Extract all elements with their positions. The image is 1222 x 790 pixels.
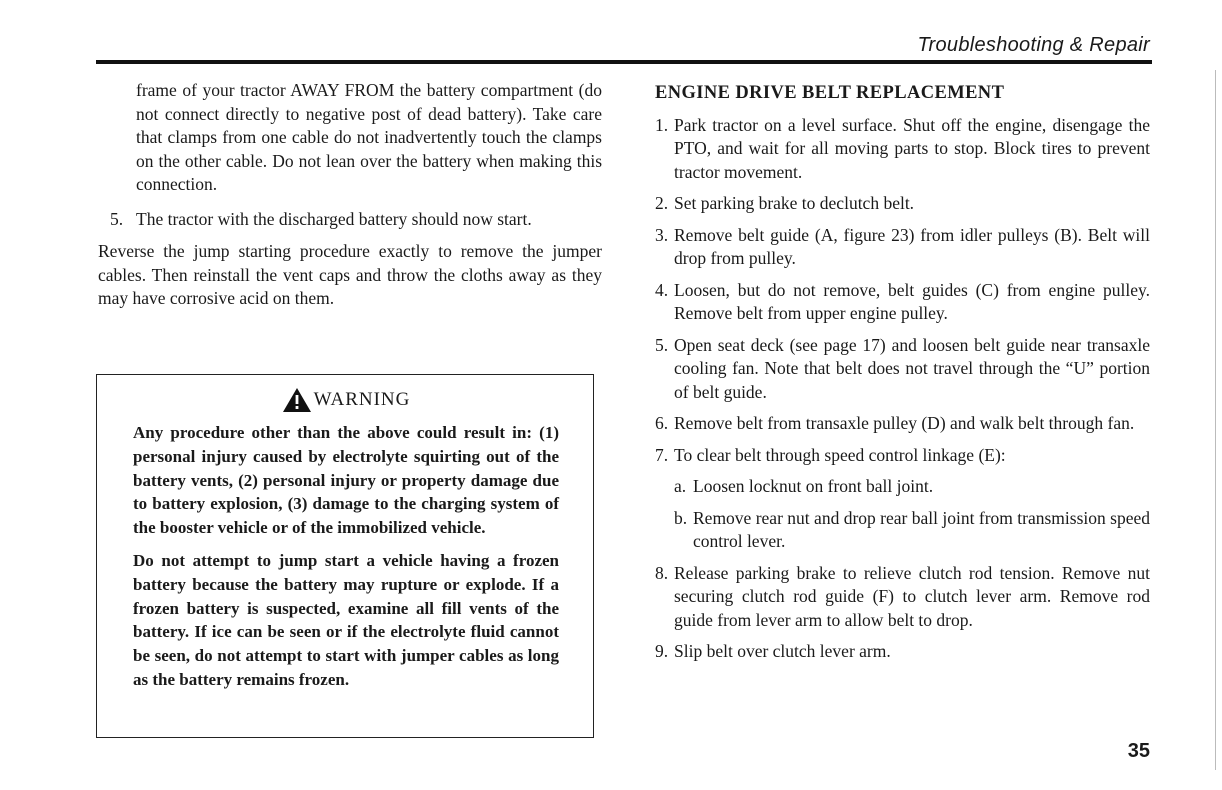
right-column xyxy=(655,82,1150,664)
item-text: Slip belt over clutch lever arm. xyxy=(674,641,891,661)
list-item xyxy=(655,279,1150,326)
item-number: 5. xyxy=(655,334,669,355)
item-text: Release parking brake to relieve clutch rod tension. Remove nut securing clutch rod guide (F) to clutch lever arm. Remove rod guide from lever arm to allow belt to drop. xyxy=(674,562,1150,630)
item-number: 8. xyxy=(655,562,669,583)
sub-item-letter: a. xyxy=(674,476,687,496)
list-item xyxy=(655,114,1150,185)
item-text: Loosen, but do not remove, belt guides (C) from engine pulley. Remove belt from upper engine pulley. xyxy=(674,279,1150,323)
item-text: Open seat deck (see page 17) and loosen belt guide near transaxle cooling fan. Note that belt does not travel through the “U” portion of belt guide. xyxy=(674,334,1150,402)
header-rule xyxy=(96,60,1152,64)
list-item xyxy=(655,640,1150,664)
item-number: 2. xyxy=(655,193,669,213)
item-number: 1. xyxy=(655,114,669,135)
sub-item-letter: b. xyxy=(674,507,688,528)
item-text: To clear belt through speed control linkage (E): xyxy=(674,444,1006,465)
item-text: Park tractor on a level surface. Shut off the engine, disengage the PTO, and wait for all moving parts to stop. Block tires to prevent tractor movement. xyxy=(674,114,1150,182)
header-title: Troubleshooting & Repair xyxy=(917,34,1150,56)
item-number: 9. xyxy=(655,641,669,661)
list-item xyxy=(110,208,602,232)
item-number: 6. xyxy=(655,413,669,433)
page-number: 35 xyxy=(1127,740,1150,762)
list-item xyxy=(655,224,1150,271)
warning-paragraph: Any procedure other than the above could result in: (1) personal injury caused by electrolyte squirting out of the battery vents, (2) personal injury or property damage due to battery explosion, (3) damage to the charging system of the booster vehicle or of the immobilized vehicle. xyxy=(133,423,559,538)
item-number: 3. xyxy=(655,224,669,245)
sub-list-item xyxy=(674,507,1150,554)
item-number: 7. xyxy=(655,444,669,465)
warning-title: WARNING xyxy=(313,389,411,411)
item-number: 4. xyxy=(655,279,669,300)
item-number: 5. xyxy=(110,208,124,229)
warning-box xyxy=(96,374,594,738)
warning-triangle-icon xyxy=(282,387,312,413)
list-item xyxy=(655,562,1150,633)
page-edge-line xyxy=(1215,70,1216,770)
item-text: Remove belt from transaxle pulley (D) and walk belt through fan. xyxy=(674,413,1135,433)
warning-heading xyxy=(133,387,559,413)
sub-list-item xyxy=(674,475,1150,499)
reverse-procedure-paragraph: Reverse the jump starting procedure exactly to remove the jumper cables. Then reinstall the vent caps and throw the cloths away as they may have corrosive acid on them. xyxy=(98,241,602,308)
list-item xyxy=(655,444,1150,468)
left-column xyxy=(98,79,602,311)
item-text: The tractor with the discharged battery should now start. xyxy=(136,208,532,229)
warning-paragraph: Do not attempt to jump start a vehicle having a frozen battery because the battery may rupture or explode. If a frozen battery is suspected, examine all fill vents of the battery. If ice can be seen or if the electrolyte fluid cannot be seen, do not attempt to start with jumper cables as long as the battery remains frozen. xyxy=(133,550,559,689)
item-text: Remove belt guide (A, figure 23) from idler pulleys (B). Belt will drop from pulley. xyxy=(674,224,1150,268)
sub-item-text: Loosen locknut on front ball joint. xyxy=(693,476,934,496)
list-item xyxy=(655,192,1150,216)
sub-item-text: Remove rear nut and drop rear ball joint from transmission speed control lever. xyxy=(693,507,1150,551)
section-title: ENGINE DRIVE BELT REPLACEMENT xyxy=(655,83,1005,103)
list-item xyxy=(655,412,1150,436)
continued-paragraph: frame of your tractor AWAY FROM the battery compartment (do not connect directly to negative post of dead battery). Take care that clamps from one cable do not inadvertently touch the clamps on the other cable. Do not lean over the battery when making this connection. xyxy=(136,80,602,194)
item-text: Set parking brake to declutch belt. xyxy=(674,193,915,213)
list-item xyxy=(655,334,1150,405)
